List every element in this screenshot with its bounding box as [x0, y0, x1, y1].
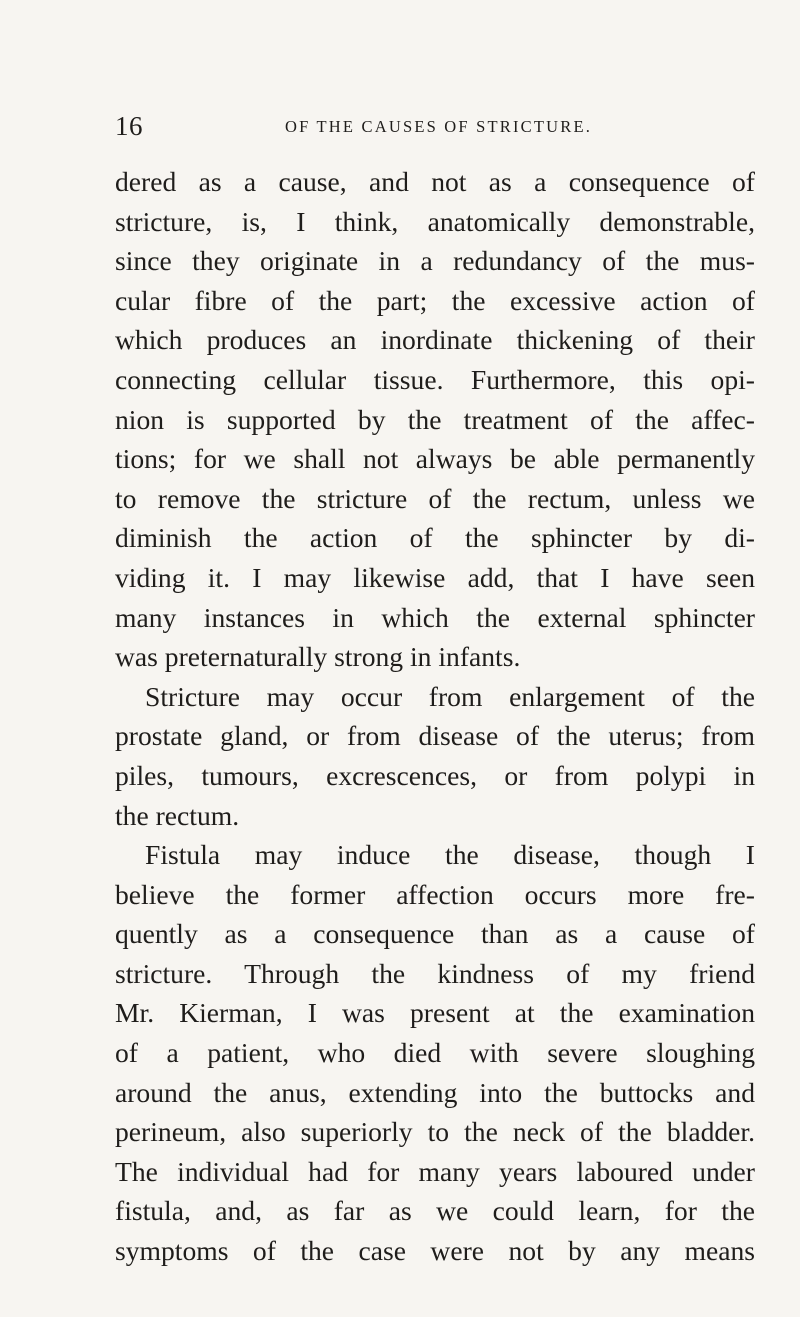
text-line: connecting cellular tissue. Furthermore, this opi-: [115, 363, 755, 395]
body-text: [115, 162, 755, 1271]
page-number: 16: [115, 111, 143, 141]
text-line: The individual had for many years laboured under: [115, 1155, 755, 1187]
text-line: tions; for we shall not always be able permanently: [115, 443, 755, 475]
text-line: diminish the action of the sphincter by di-: [115, 522, 755, 554]
text-line: symptoms of the case were not by any means: [115, 1235, 755, 1267]
text-line: quently as a consequence than as a cause of: [115, 918, 755, 950]
text-line: which produces an inordinate thickening of their: [115, 324, 755, 356]
text-line: believe the former affection occurs more fre-: [115, 878, 755, 910]
text-line: of a patient, who died with severe sloughing: [115, 1037, 755, 1069]
text-line: stricture, is, I think, anatomically demonstrable,: [115, 205, 755, 237]
text-line: Stricture may occur from enlargement of the: [145, 680, 755, 712]
text-line: around the anus, extending into the buttocks and: [115, 1076, 755, 1108]
text-line: since they originate in a redundancy of the mus-: [115, 245, 755, 277]
text-line: was preternaturally strong in infants.: [115, 641, 521, 673]
text-line: many instances in which the external sphincter: [115, 601, 755, 633]
text-line: Fistula may induce the disease, though I: [145, 839, 755, 871]
text-line: perineum, also superiorly to the neck of the bladder.: [115, 1116, 755, 1148]
running-title: OF THE CAUSES OF STRICTURE.: [285, 117, 593, 136]
text-line: cular fibre of the part; the excessive action of: [115, 284, 755, 316]
text-line: Mr. Kierman, I was present at the examination: [115, 997, 755, 1029]
running-head: [115, 111, 755, 141]
text-line: the rectum.: [115, 799, 240, 831]
text-line: fistula, and, as far as we could learn, for the: [115, 1195, 755, 1227]
text-line: stricture. Through the kindness of my friend: [115, 957, 755, 989]
text-line: piles, tumours, excrescences, or from polypi in: [115, 759, 755, 791]
text-line: prostate gland, or from disease of the uterus; from: [115, 720, 755, 752]
text-line: to remove the stricture of the rectum, unless we: [115, 482, 755, 514]
text-line: viding it. I may likewise add, that I have seen: [115, 561, 755, 593]
text-line: dered as a cause, and not as a consequence of: [115, 166, 755, 197]
text-line: nion is supported by the treatment of the affec-: [115, 403, 755, 435]
